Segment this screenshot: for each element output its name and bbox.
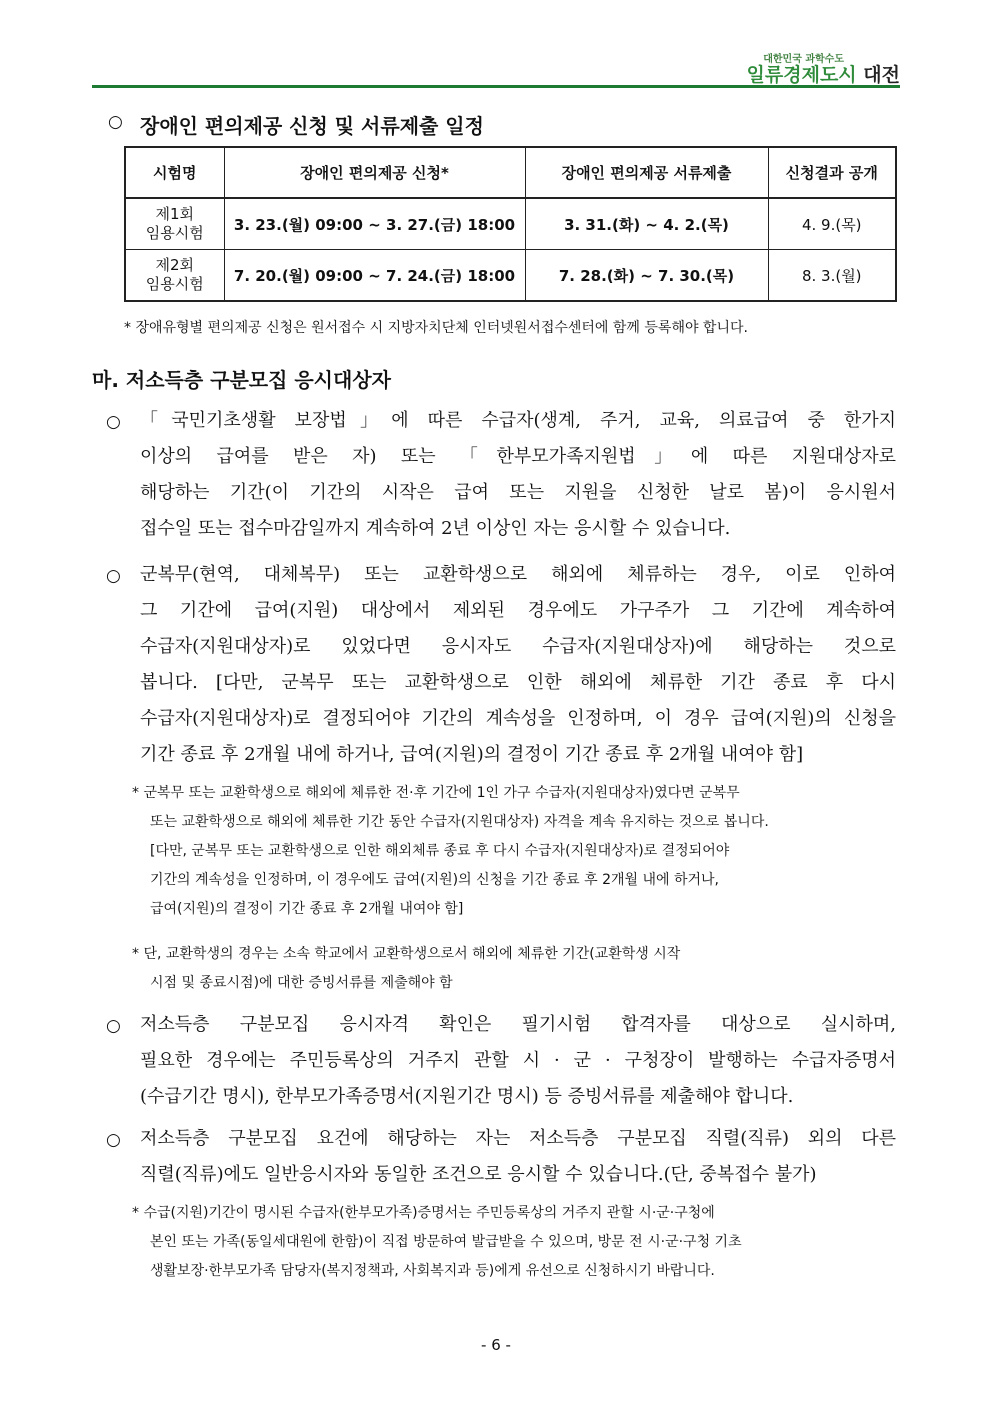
section-title: 마. 저소득층 구분모집 응시대상자 (92, 368, 391, 392)
schedule-note: * 장애유형별 편의제공 신청은 원서접수 시 지방자치단체 인터넷원서접수센터에 함께 등록해야 합니다. (124, 320, 748, 336)
exam-name-line: 임용시험 (145, 224, 204, 242)
note-certificate (132, 1199, 892, 1286)
result-date-cell: 8. 3.(월) (768, 250, 896, 302)
city-logo (747, 50, 900, 85)
logo-title-green: 일류경제도시 (746, 64, 857, 86)
submit-period-cell: 7. 28.(화) ~ 7. 30.(목) (525, 250, 768, 302)
header-rule (92, 85, 900, 88)
text-line: 이상의 급여를 받은 자) 또는 「한부모가족지원법」에 따른 지원대상자로 (140, 446, 896, 467)
paragraph-duplicate (140, 1121, 896, 1193)
note-line: 생활보장·한부모가족 담당자(복지정책과, 사회복지과 등)에게 유선으로 신청하시기 바랍니다. (150, 1263, 715, 1279)
paragraph-eligibility (140, 403, 896, 547)
note-line: 시점 및 종료시점)에 대한 증빙서류를 제출해야 함 (150, 975, 453, 991)
note-line: * 단, 교환학생의 경우는 소속 학교에서 교환학생으로서 해외에 체류한 기간(교환학생 시작 (132, 946, 681, 962)
text-line: 군복무(현역, 대체복무) 또는 교환학생으로 해외에 체류하는 경우, 이로 인하여 (140, 564, 896, 585)
note-line: * 군복무 또는 교환학생으로 해외에 체류한 전·후 기간에 1인 가구 수급자(지원대상자)였다면 군복무 (132, 785, 740, 801)
bullet-circle: ○ (106, 566, 121, 586)
result-date-cell: 4. 9.(목) (768, 198, 896, 250)
table-row (125, 198, 896, 250)
schedule-title: 장애인 편의제공 신청 및 서류제출 일정 (140, 114, 484, 138)
note-line: 급여(지원)의 결정이 기간 종료 후 2개월 내여야 함] (150, 901, 464, 917)
paragraph-military (140, 557, 896, 773)
note-line: [다만, 군복무 또는 교환학생으로 인한 해외체류 종료 후 다시 수급자(지원대상자)로 결정되어야 (150, 843, 730, 859)
apply-period-cell: 7. 20.(월) 09:00 ~ 7. 24.(금) 18:00 (224, 250, 525, 302)
text-line: 그 기간에 급여(지원) 대상에서 제외된 경우에도 가구주가 그 기간에 계속하여 (140, 600, 896, 621)
text-line: 기간 종료 후 2개월 내에 하거나, 급여(지원)의 결정이 기간 종료 후 2개월 내여야 함] (140, 744, 804, 765)
col-header-apply: 장애인 편의제공 신청* (224, 147, 525, 198)
text-line: 「국민기초생활 보장법」에 따른 수급자(생계, 주거, 교육, 의료급여 중 한가지 (140, 410, 896, 431)
note-line: 기간의 계속성을 인정하며, 이 경우에도 급여(지원)의 신청을 기간 종료 후 2개월 내에 하거나, (150, 872, 719, 888)
text-line: 직렬(직류)에도 일반응시자와 동일한 조건으로 응시할 수 있습니다.(단, 중복접수 불가) (140, 1164, 817, 1185)
text-line: 저소득층 구분모집 요건에 해당하는 자는 저소득층 구분모집 직렬(직류) 외의 다른 (140, 1128, 896, 1149)
table-header-row (125, 147, 896, 198)
text-line: 봅니다. [다만, 군복무 또는 교환학생으로 인한 해외에 체류한 기간 종료 후 다시 (140, 672, 896, 693)
note-military (132, 779, 892, 924)
exam-name-line: 제2회 (155, 256, 195, 274)
text-line: (수급기간 명시), 한부모가족증명서(지원기간 명시) 등 증빙서류를 제출해야 합니다. (140, 1086, 794, 1107)
paragraph-verification (140, 1007, 896, 1115)
logo-title (747, 65, 900, 85)
exam-name-cell (125, 198, 224, 250)
logo-subtitle: 대한민국 과학수도 (763, 54, 844, 65)
note-line: 또는 교환학생으로 해외에 체류한 기간 동안 수급자(지원대상자) 자격을 계속 유지하는 것으로 봅니다. (150, 814, 769, 830)
note-line: * 수급(지원)기간이 명시된 수급자(한부모가족)증명서는 주민등록상의 거주지 관할 시·군·구청에 (132, 1205, 715, 1221)
text-line: 필요한 경우에는 주민등록상의 거주지 관할 시 · 군 · 구청장이 발행하는 수급자증명서 (140, 1050, 896, 1071)
schedule-table (124, 146, 897, 302)
logo-title-dark: 대전 (863, 64, 900, 86)
text-line: 접수일 또는 접수마감일까지 계속하여 2년 이상인 자는 응시할 수 있습니다. (140, 518, 731, 539)
exam-name-line: 임용시험 (145, 275, 204, 293)
bullet-circle: ○ (106, 1130, 121, 1150)
table-row (125, 250, 896, 302)
col-header-exam: 시험명 (125, 147, 224, 198)
text-line: 수급자(지원대상자)로 결정되어야 기간의 계속성을 인정하며, 이 경우 급여(지원)의 신청을 (140, 708, 896, 729)
note-exchange (132, 940, 892, 998)
text-line: 수급자(지원대상자)로 있었다면 응시자도 수급자(지원대상자)에 해당하는 것으로 (140, 636, 896, 657)
exam-name-cell (125, 250, 224, 302)
page-number: - 6 - (481, 1336, 511, 1354)
bullet-circle: ○ (106, 1016, 121, 1036)
submit-period-cell: 3. 31.(화) ~ 4. 2.(목) (525, 198, 768, 250)
bullet-circle: ○ (108, 112, 123, 132)
note-line: 본인 또는 가족(동일세대원에 한함)이 직접 방문하여 발급받을 수 있으며, 방문 전 시·군·구청 기초 (150, 1234, 742, 1250)
apply-period-cell: 3. 23.(월) 09:00 ~ 3. 27.(금) 18:00 (224, 198, 525, 250)
text-line: 해당하는 기간(이 기간의 시작은 급여 또는 지원을 신청한 날로 봄)이 응시원서 (140, 482, 896, 503)
col-header-result: 신청결과 공개 (768, 147, 896, 198)
col-header-submit: 장애인 편의제공 서류제출 (525, 147, 768, 198)
exam-name-line: 제1회 (155, 205, 195, 223)
text-line: 저소득층 구분모집 응시자격 확인은 필기시험 합격자를 대상으로 실시하며, (140, 1014, 896, 1035)
bullet-circle: ○ (106, 412, 121, 432)
